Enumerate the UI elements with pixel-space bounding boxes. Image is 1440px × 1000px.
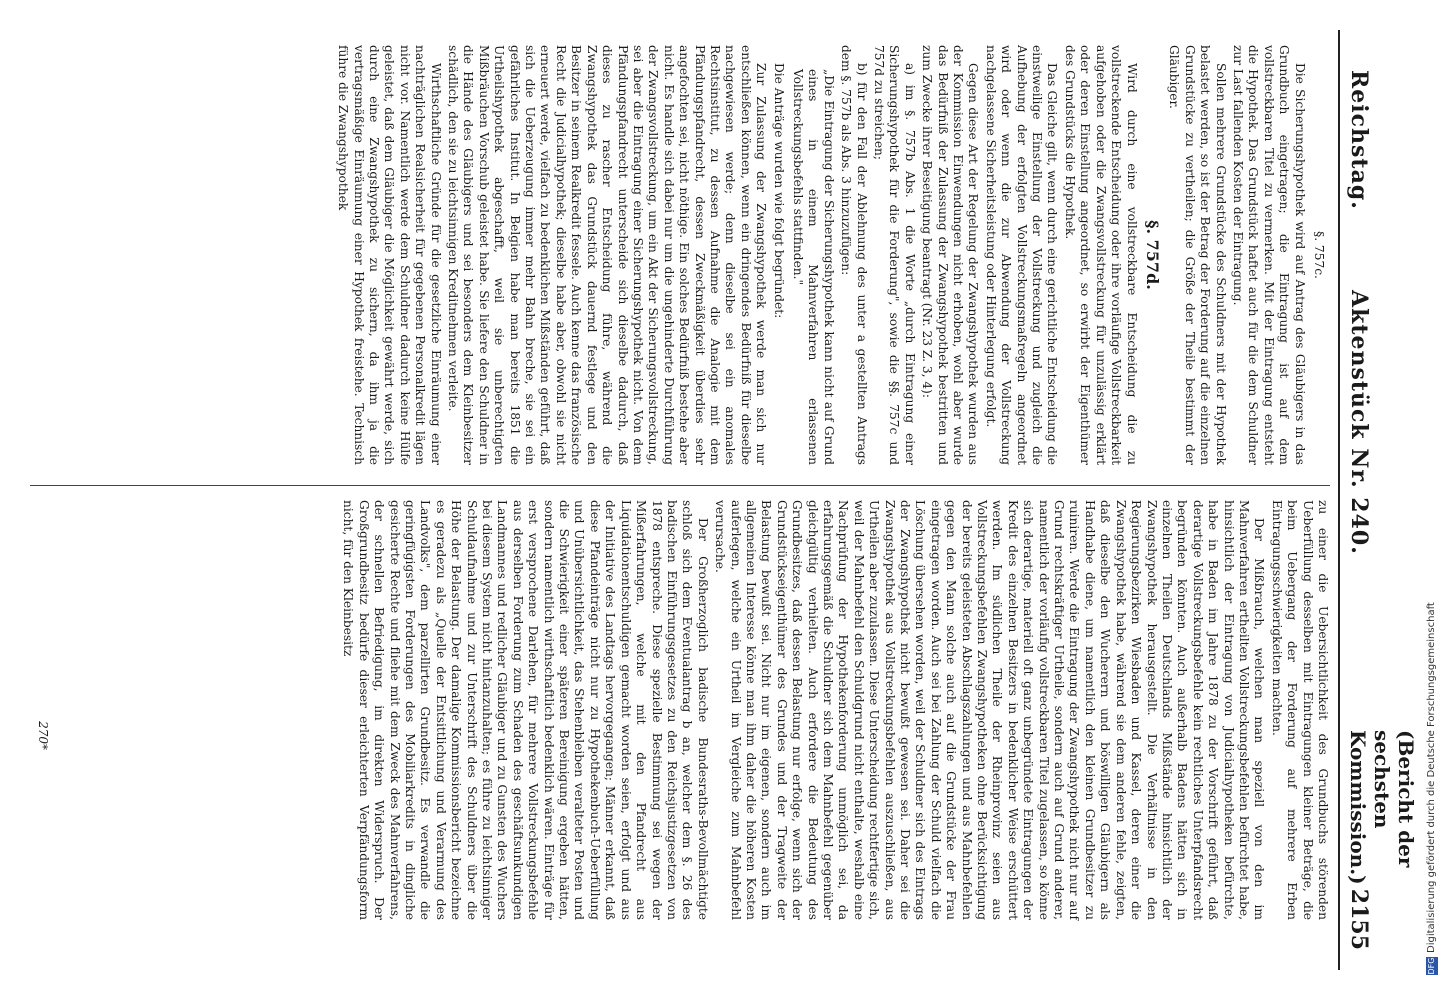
paragraph: Wirthschaftliche Gründe für die gesetzliche Einräumung einer nachträglichen Realsicherheit für gegebenen Personalkredit lägen nicht vor. Namentlich werde dem Schuldner dadurch keine Hülfe geleistet, daß dem Gläubiger die Möglichkeit gewährt werde, sich durch eine Zwangshypothek zu sichern, da ihm ja die vertragsmäßige Einräumung einer Hypothek freistehe. Technisch führe die Zwangshypothek xyxy=(336,45,443,465)
column-divider xyxy=(30,485,1330,486)
section-heading: §. 757c. xyxy=(1312,231,1326,279)
paragraph: Die Sicherungshypothek wird auf Antrag des Gläubigers in das Grundbuch eingetragen; die Eintragung ist auf dem vollstreckbaren Titel zu vermerken. Mit der Eintragung entsteht die Hypothek. Das Grundstück haftet auch für die dem Schuldner zur Last fallenden Kosten der Eintragung. xyxy=(1230,45,1307,465)
header-right: (Bericht der sechsten Kommission.) xyxy=(1346,730,1418,885)
section-heading: §. 757d. xyxy=(1142,220,1162,290)
paragraph: Gegen diese Art der Regelung der Zwangshypothek wurden aus der Kommission Einwendungen nicht erhoben, wohl aber wurde das Bedürfniß der Zulassung der Zwangshypothek bestritten und zum Zwecke ihrer Beseitigung beantragt (Nr. 23 Z. 3, 4): xyxy=(920,45,981,465)
paragraph: b) für den Fall der Ablehnung des unter a gestellten Antrags dem §. 757b als Abs. 3 hinzuzufügen: xyxy=(839,45,869,465)
header-middle: Aktenstück Nr. 240. xyxy=(1346,290,1372,555)
document-page xyxy=(10,0,1418,980)
paragraph: a) im §. 757b Abs. 1 die Worte „durch Eintragung einer Sicherungshypothek für die Forderung", sowie die §§. 757c und 757d zu streichen; xyxy=(872,45,917,465)
header-left: Reichstag. xyxy=(1346,70,1372,210)
funding-note xyxy=(1426,0,1440,975)
dfg-logo-icon: DFG xyxy=(1427,957,1436,975)
quote: „Die Eintragung der Sicherungshypothek kann nicht auf Grund eines in einem Mahnverfahren erlassenen Vollstreckungsbefehls stattfinden." xyxy=(791,69,836,465)
paragraph: Das Gleiche gilt, wenn durch eine gerichtliche Entscheidung die einstweilige Einstellung der Vollstreckung und zugleich die Aufhebung der erfolgten Vollstreckungsmaßregeln angeordnet wird oder wenn die zur Abwendung der Vollstreckung nachgelassene Sicherheitsleistung oder Hinterlegung erfolgt. xyxy=(983,45,1060,465)
funding-text: Digitalisierung gefördert durch die Deutsche Forschungsgemeinschaft xyxy=(1426,602,1437,953)
page-mark: 270* xyxy=(36,721,50,750)
paragraph: zu einer die Uebersichtlichkeit des Grundbuchs störenden Ueberfüllung desselben mit Eintragungen kleiner Beträge, die beim Uebergang der Forderung auf mehrere Erben Eintragungsschwierigkeiten machten. xyxy=(1269,500,1330,920)
right-column xyxy=(338,500,1330,920)
paragraph: Der Mißbrauch, welchen man speziell von den im Mahnverfahren ertheilten Vollstreckungsbefehlen befürchtet habe, hinsichtlich der Eintragung von Judicialhypotheken befürchte, habe in Baden im Jahre 1878 zu der Vorschrift geführt, daß derartige Vollstreckungsbefehle kein rechtliches Unterpfandsrecht begründen könnten. Auch außerhalb Badens hätten sich in einzelnen Theilen Deutschlands Mißstände hinsichtlich der Zwangshypothek herausgestellt. Die Verhältnisse in den Regierungsbezirken Wiesbaden und Kassel, deren einer die Zwangshypothek habe, während sie dem anderen fehle, zeigten, daß dieselbe den Wucherern und böswilligen Gläubigern als Handhabe diene, um namentlich den kleinen Grundbesitzer zu ruiniren. Werde die Eintragung der Zwangshypothek nicht nur auf Grund rechtskräftiger Urtheile, sondern auch auf Grund anderer, namentlich der vorläufig vollstreckbaren Titel zugelassen, so könne sich derartige, materiell oft ganz unbegründete Eintragungen der Kredit des einzelnen Besitzers in bedenklicher Weise erschüttert werden. Im südlichen Theile der Rheinprovinz seien aus Vollstreckungsbefehlen Zwangshypotheken ohne Berücksichtigung der bereits geleisteten Abschlagszahlungen und aus Mahnbefehlen gegen den Mann solche auch auf die Grundstücke der Frau eingetragen worden. Auch sei bei Zahlung der Schuld vielfach die Löschung übersehen worden, weil der Schuldner sich des Eintrags der Zwangshypothek nicht bewußt gewesen sei. Daher sei die Zwangshypothek aus Vollstreckungsbefehlen auszuschließen, aus Urtheilen aber zuzulassen. Diese Unterscheidung rechtfertige sich, weil der Mahnbefehl den Schuldgrund nicht enthalte, weshalb eine Nachprüfung der Hypothekenforderung unmöglich sei, da erfahrungsgemäß die Schuldner sich dem Mahnbefehl gegenüber gleichgültig verhielten. Auch erfordere die Bedeutung des Grundbesitzes, daß dessen Belastung nur erfolge, wenn sich der Grundstückseigenthümer des Grundes und der Tragweite der Belastung bewußt sei. Nicht nur im eigenen, sondern auch im allgemeinen Interesse könne man ihm daher die höheren Kosten auferlegen, welche ein Urtheil im Vergleiche zum Mahnbefehl verursache. xyxy=(713,500,1267,920)
left-column xyxy=(333,45,1330,465)
page-number: 2155 xyxy=(1346,888,1372,950)
paragraph: Der Großherzoglich badische Bundesraths-Bevollmächtigte schloß sich dem Eventualantrag b an, welcher dem §. 26 des badischen Einführungsgesetzes zu den Reichsjustizgesetzen von 1878 entspreche. Diese spezielle Bestimmung sei wegen der Mißerfahrungen, welche mit den Pfandrecht aus Liquidationentschuldigen gemacht worden seien, erfolgt und aus der Initiative des Landtags hervorgegangen; Männer erkannt, daß diese Pfandeinträge nicht nur zu Hypothekenbuch-Ueberfüllung und Unübersichtlichkeit, das Stehenbleiben veralteter Posten und die Schwierigkeit einer späteren Bereinigung ergeben hätten, sondern namentlich wirthschaftlich bedenklich wären. Einträge für erst versprochene Darlehen, für mehrere Vollstreckungsbefehle aus derselben Forderung zum Schaden des geschäftsunkundigen Landmannes und redlicher Gläubiger und zu Gunsten des Wuchers bei diesem System nicht hintanzuhalten; es führe zu leichtsinniger Schuldaufnahme und zur Unterschrift des Schuldners über die Höhe der Belastung. Der damalige Kommissionsbericht bezeichne es geradezu als „Quelle der Entsittlichung und Verarmung des Landvolks", dem parzellirten Grundbesitz. Es verwandle die geringfügigsten Forderungen des Mobiliarkredits in dingliche gesicherte Rechte und fliehe mit dem Zweck des Mahnverfahrens, der schnellen Befriedigung, im direkten Widerspruch. Der Großgrundbesitz bedürfe dieser erleichterten Verpfändungsform nicht, für den Kleinbesitz xyxy=(341,500,710,920)
paragraph: Wird durch eine vollstreckbare Entscheidung die zu vollstreckende Entscheidung oder ihre vorläufige Vollstreckbarkeit aufgehoben oder die Zwangsvollstreckung für unzulässig erklärt oder deren Einstellung angeordnet, so erwirbt der Eigenthümer des Grundstücks die Hypothek. xyxy=(1062,45,1139,465)
paragraph: Die Anträge wurden wie folgt begründet: xyxy=(771,63,786,319)
paragraph: Sollen mehrere Grundstücke des Schuldners mit der Hypothek belastet werden, so ist der Betrag der Forderung auf die einzelnen Grundstücke zu vertheilen; die Größe der Theile bestimmt der Gläubiger. xyxy=(1167,45,1228,465)
paragraph: Zur Zulassung der Zwangshypothek werde man sich nur entschließen können, wenn ein dringendes Bedürfniß für dieselbe nachgewiesen werde; denn dieselbe sei ein anomales Rechtsinstitut, zu dessen Aufnahme die Analogie mit dem Pfändungspfandrecht, dessen Zweckmäßigkeit überdies sehr angefochten sei, nicht nöthige. Ein solches Bedürfniß bestehe aber nicht. Es handle sich dabei nur um die ungehinderte Durchführung der Zwangsvollstreckung, um ein Akt der Sicherungsvollstreckung, sei aber die Eintragung einer Sicherungshypothek nicht. Von dem Pfändungspfandrecht unterscheide sich dieselbe dadurch, daß dieses zu rascher Entscheidung führe, während die Zwangshypothek das Grundstück dauernd festlege und den Besitzer in seinem Realkredit fessele. Auch kenne das französische Recht die Judicialhypothek; dieselbe habe aber, obwohl sie nicht erneuert werde, vielfach zu bedenklichen Mißständen geführt, daß sich die Ueberzeugung immer mehr Bahn breche, sie sei ein gefährliches Institut. In Belgien habe man bereits 1851 die Urtheilshypothek abgeschafft, weil sie unberechtigten Mißbräuchen Vorschub geleistet habe. Sie liefere den Schuldner in die Hände des Gläubigers und sei besonders dem Kleinbesitzer schädlich, den sie zu leichtsinnigen Kreditnehmen verleite. xyxy=(446,45,769,465)
page-header xyxy=(1338,30,1418,970)
